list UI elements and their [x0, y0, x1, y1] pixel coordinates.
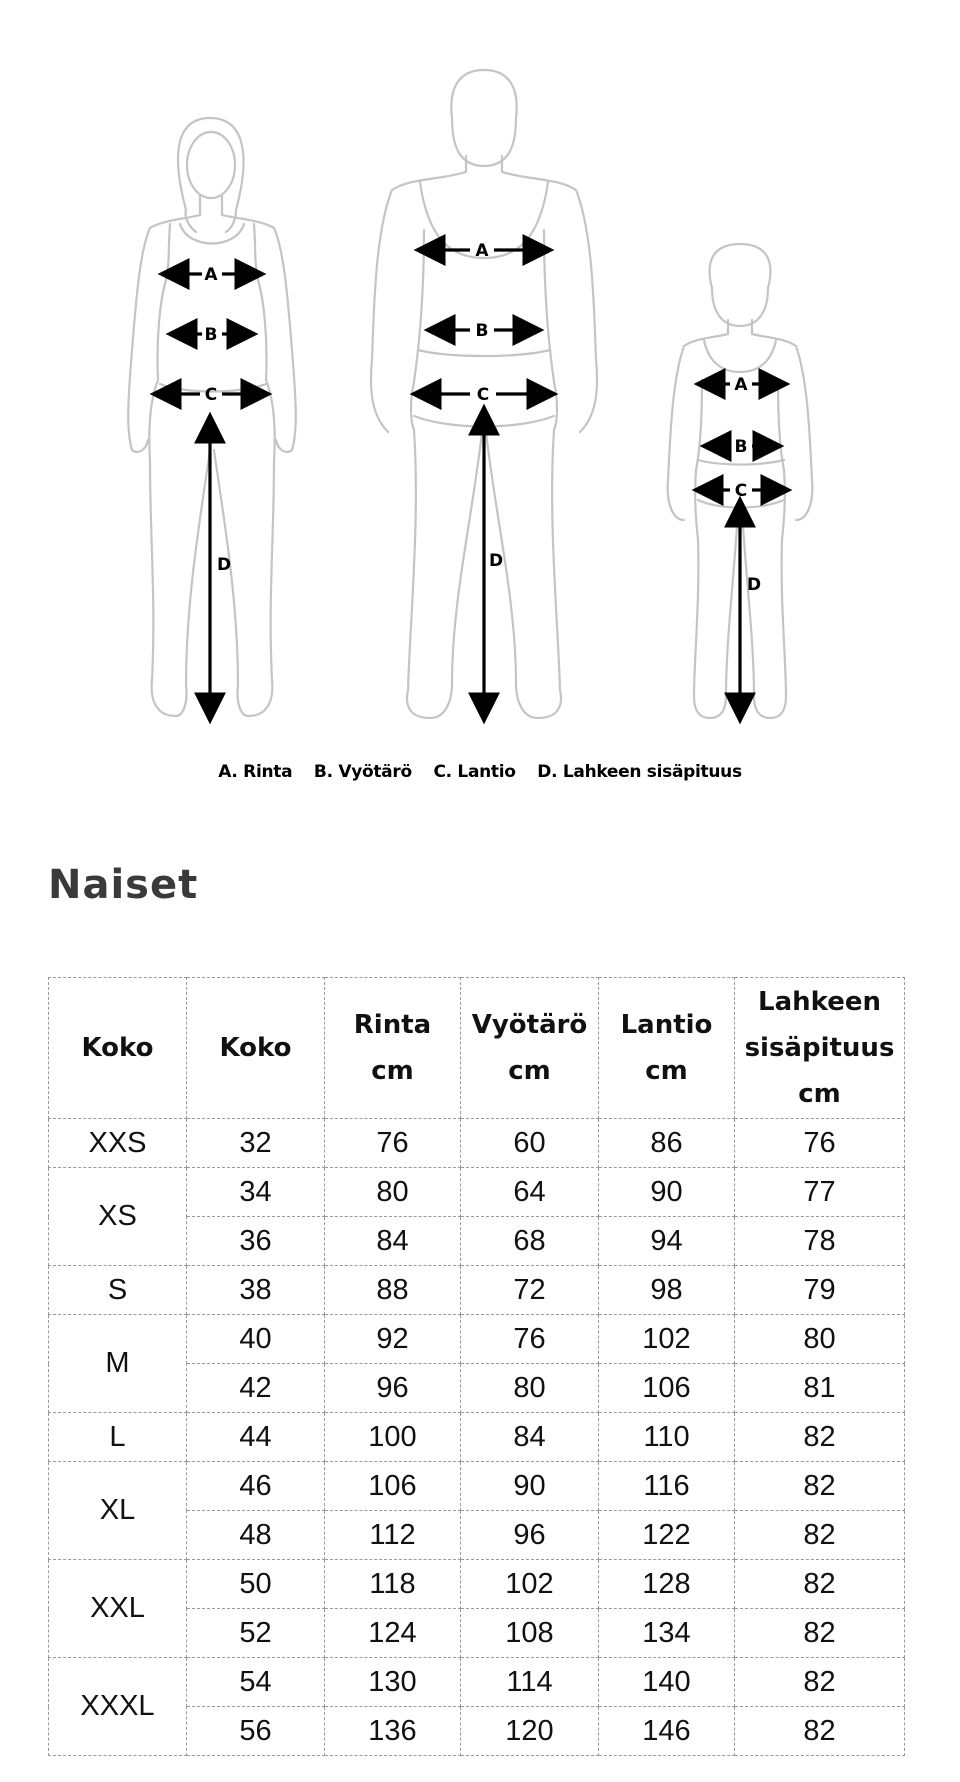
- woman-label-d: D: [216, 555, 232, 575]
- chest-cell: 112: [325, 1511, 461, 1560]
- size-letter-cell: XXS: [49, 1119, 187, 1168]
- chest-cell: 80: [325, 1168, 461, 1217]
- inseam-cell: 79: [735, 1266, 905, 1315]
- inseam-cell: 78: [735, 1217, 905, 1266]
- size-letter-cell: S: [49, 1266, 187, 1315]
- waist-cell: 96: [461, 1511, 599, 1560]
- size-number-cell: 50: [187, 1560, 325, 1609]
- legend-chest: A. Rinta: [218, 762, 293, 782]
- chest-cell: 136: [325, 1707, 461, 1756]
- size-letter-cell: XS: [49, 1168, 187, 1266]
- header-chest: Rinta cm: [325, 978, 461, 1119]
- woman-label-b: B: [204, 325, 218, 345]
- header-hip: Lantio cm: [599, 978, 735, 1119]
- chest-cell: 88: [325, 1266, 461, 1315]
- inseam-cell: 80: [735, 1315, 905, 1364]
- size-number-cell: 42: [187, 1364, 325, 1413]
- woman-figure: [128, 118, 296, 716]
- waist-cell: 120: [461, 1707, 599, 1756]
- waist-cell: 102: [461, 1560, 599, 1609]
- waist-cell: 68: [461, 1217, 599, 1266]
- table-row: [49, 1560, 905, 1609]
- child-label-d: D: [746, 575, 762, 595]
- waist-cell: 72: [461, 1266, 599, 1315]
- chest-cell: 92: [325, 1315, 461, 1364]
- man-label-a: A: [475, 241, 489, 261]
- chest-cell: 100: [325, 1413, 461, 1462]
- chest-cell: 106: [325, 1462, 461, 1511]
- size-table: [48, 977, 905, 1756]
- size-number-cell: 36: [187, 1217, 325, 1266]
- measurement-illustration: [0, 0, 960, 760]
- hip-cell: 116: [599, 1462, 735, 1511]
- section-title: Naiset: [48, 862, 199, 908]
- table-header-row: [49, 978, 905, 1119]
- child-label-c: C: [734, 481, 748, 501]
- inseam-cell: 82: [735, 1658, 905, 1707]
- legend-inseam: D. Lahkeen sisäpituus: [537, 762, 742, 782]
- size-letter-cell: L: [49, 1413, 187, 1462]
- hip-cell: 102: [599, 1315, 735, 1364]
- legend-waist: B. Vyötärö: [313, 762, 412, 782]
- chest-cell: 96: [325, 1364, 461, 1413]
- size-number-cell: 54: [187, 1658, 325, 1707]
- inseam-cell: 82: [735, 1609, 905, 1658]
- table-row: [49, 1413, 905, 1462]
- waist-cell: 114: [461, 1658, 599, 1707]
- size-number-cell: 32: [187, 1119, 325, 1168]
- waist-cell: 76: [461, 1315, 599, 1364]
- hip-cell: 146: [599, 1707, 735, 1756]
- man-label-c: C: [476, 385, 490, 405]
- inseam-cell: 82: [735, 1560, 905, 1609]
- size-number-cell: 56: [187, 1707, 325, 1756]
- size-number-cell: 34: [187, 1168, 325, 1217]
- table-row: [49, 1168, 905, 1217]
- header-inseam: Lahkeen sisäpituus cm: [735, 978, 905, 1119]
- header-size-number: Koko: [187, 978, 325, 1119]
- inseam-cell: 77: [735, 1168, 905, 1217]
- chest-cell: 84: [325, 1217, 461, 1266]
- waist-cell: 90: [461, 1462, 599, 1511]
- size-number-cell: 44: [187, 1413, 325, 1462]
- child-label-b: B: [734, 437, 748, 457]
- hip-cell: 94: [599, 1217, 735, 1266]
- legend-hip: C. Lantio: [433, 762, 516, 782]
- table-row: [49, 1462, 905, 1511]
- waist-cell: 80: [461, 1364, 599, 1413]
- hip-cell: 128: [599, 1560, 735, 1609]
- table-row: [49, 1315, 905, 1364]
- size-number-cell: 40: [187, 1315, 325, 1364]
- table-row: [49, 1266, 905, 1315]
- hip-cell: 110: [599, 1413, 735, 1462]
- woman-label-a: A: [204, 265, 218, 285]
- header-waist: Vyötärö cm: [461, 978, 599, 1119]
- hip-cell: 98: [599, 1266, 735, 1315]
- woman-label-c: C: [204, 385, 218, 405]
- waist-cell: 60: [461, 1119, 599, 1168]
- hip-cell: 86: [599, 1119, 735, 1168]
- inseam-cell: 82: [735, 1462, 905, 1511]
- waist-cell: 108: [461, 1609, 599, 1658]
- size-number-cell: 46: [187, 1462, 325, 1511]
- chest-cell: 124: [325, 1609, 461, 1658]
- man-label-d: D: [488, 551, 504, 571]
- size-letter-cell: XXL: [49, 1560, 187, 1658]
- inseam-cell: 82: [735, 1413, 905, 1462]
- man-label-b: B: [475, 321, 489, 341]
- hip-cell: 106: [599, 1364, 735, 1413]
- hip-cell: 134: [599, 1609, 735, 1658]
- measurement-legend: [0, 762, 960, 782]
- inseam-cell: 76: [735, 1119, 905, 1168]
- chest-cell: 118: [325, 1560, 461, 1609]
- child-label-a: A: [734, 375, 748, 395]
- size-letter-cell: XL: [49, 1462, 187, 1560]
- waist-cell: 84: [461, 1413, 599, 1462]
- inseam-cell: 81: [735, 1364, 905, 1413]
- size-number-cell: 38: [187, 1266, 325, 1315]
- size-number-cell: 52: [187, 1609, 325, 1658]
- table-row: [49, 1119, 905, 1168]
- size-letter-cell: M: [49, 1315, 187, 1413]
- table-row: [49, 1658, 905, 1707]
- hip-cell: 90: [599, 1168, 735, 1217]
- header-size-letter: Koko: [49, 978, 187, 1119]
- chest-cell: 76: [325, 1119, 461, 1168]
- inseam-cell: 82: [735, 1707, 905, 1756]
- hip-cell: 122: [599, 1511, 735, 1560]
- hip-cell: 140: [599, 1658, 735, 1707]
- waist-cell: 64: [461, 1168, 599, 1217]
- inseam-cell: 82: [735, 1511, 905, 1560]
- size-number-cell: 48: [187, 1511, 325, 1560]
- size-letter-cell: XXXL: [49, 1658, 187, 1756]
- chest-cell: 130: [325, 1658, 461, 1707]
